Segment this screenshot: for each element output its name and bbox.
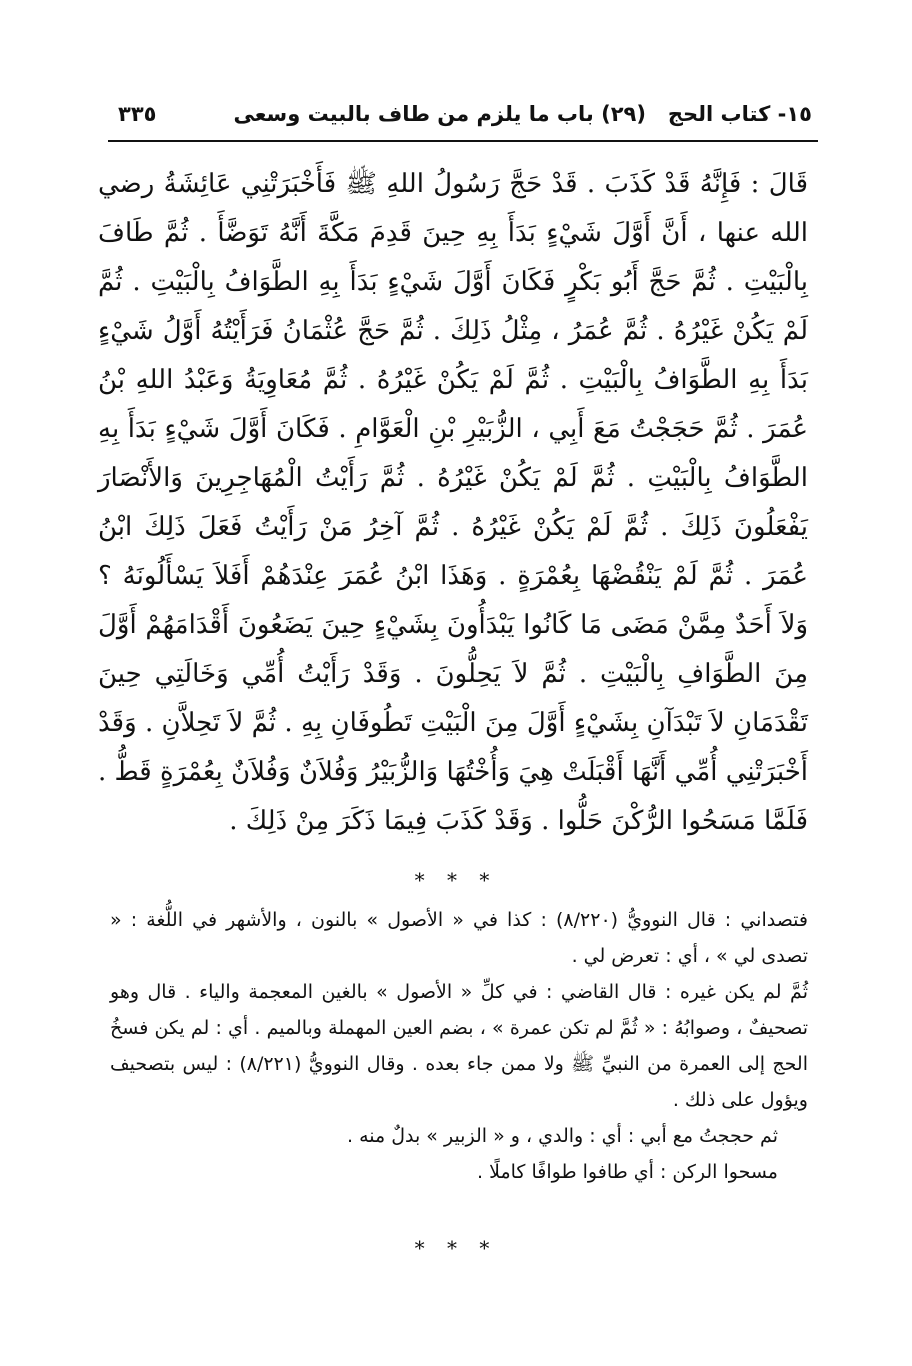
page-number: ٣٣٥ — [118, 102, 157, 126]
header-rule — [108, 140, 818, 142]
separator-stars: * * * — [414, 868, 498, 892]
note-4: مسحوا الركن : أي طافوا طوافًا كاملًا . — [477, 1161, 778, 1183]
hadith-text — [98, 160, 808, 846]
main-paragraph: قَالَ : فَإِنَّهُ قَدْ كَذَبَ . قَدْ حَجَّ رَسُولُ اللهِ ﷺ فَأَخْبَرَتْنِي عَائِشَةُ رضي الله عنها ، أَنَّ أَوَّلَ شَيْءٍ بَدَأَ بِهِ حِينَ قَدِمَ مَكَّةَ أَنَّهُ تَوَضَّأَ . ثُمَّ طَافَ بِالْبَيْتِ . ثُمَّ حَجَّ أَبُو بَكْرٍ فَكَانَ أَوَّلَ شَيْءٍ بَدَأَ بِهِ الطَّوَافُ بِالْبَيْتِ . ثُمَّ لَمْ يَكُنْ غَيْرُهُ . ثُمَّ عُمَرُ ، مِثْلُ ذَلِكَ . ثُمَّ حَجَّ عُثْمَانُ فَرَأَيْتُهُ أَوَّلُ شَيْءٍ بَدَأَ بِهِ الطَّوَافُ بِالْبَيْتِ . ثُمَّ لَمْ يَكُنْ غَيْرُهُ . ثُمَّ مُعَاوِيَةُ وَعَبْدُ اللهِ بْنُ عُمَرَ . ثُمَّ حَجَجْتُ مَعَ أَبِي ، الزُّبَيْرِ بْنِ الْعَوَّامِ . فَكَانَ أَوَّلَ شَيْءٍ بَدَأَ بِهِ الطَّوَافُ بِالْبَيْتِ . ثُمَّ لَمْ يَكُنْ غَيْرُهُ . ثُمَّ رَأَيْتُ الْمُهَاجِرِينَ وَالأَنْصَارَ يَفْعَلُونَ ذَلِكَ . ثُمَّ لَمْ يَكُنْ غَيْرُهُ . ثُمَّ آخِرُ مَنْ رَأَيْتُ فَعَلَ ذَلِكَ ابْنُ عُمَرَ . ثُمَّ لَمْ يَنْقُضْهَا بِعُمْرَةٍ . وَهَذَا ابْنُ عُمَرَ عِنْدَهُمْ أَفَلاَ يَسْأَلُونَهُ ؟ وَلاَ أَحَدٌ مِمَّنْ مَضَى مَا كَانُوا يَبْدَأُونَ بِشَيْءٍ حِينَ يَضَعُونَ أَقْدَامَهُمْ أَوَّلَ مِنَ الطَّوَافِ بِالْبَيْتِ . ثُمَّ لاَ يَحِلُّونَ . وَقَدْ رَأَيْتُ أُمِّي وَخَالَتِي حِينَ تَقْدَمَانِ لاَ تَبْدَآنِ بِشَيْءٍ أَوَّلَ مِنَ الْبَيْتِ تَطُوفَانِ بِهِ . ثُمَّ لاَ تَحِلاَّنِ . وَقَدْ أَخْبَرَتْنِي أُمِّي أَنَّهَا أَقْبَلَتْ هِيَ وَأُخْتُهَا وَالزُّبَيْرُ وَفُلاَنٌ وَفُلاَنٌ بِعُمْرَةٍ قَطُّ . فَلَمَّا مَسَحُوا الرُّكْنَ حَلُّوا . وَقَدْ كَذَبَ فِيمَا ذَكَرَ مِنْ ذَلِكَ . — [98, 169, 808, 836]
header-title — [233, 102, 812, 126]
section-title: (٢٩) باب ما يلزم من طاف بالبيت وسعى — [233, 102, 646, 126]
note-1: فتصداني : قال النوويُّ (٨/٢٢٠) : كذا في « الأصول » بالنون ، والأشهر في اللُّغة : « تصدى لي » ، أي : تعرض لي . — [110, 909, 808, 967]
separator-stars-bottom: * * * — [414, 1236, 498, 1260]
note-3: ثم حججتُ مع أبي : أي : والدي ، و « الزبير » بدلٌ منه . — [346, 1125, 778, 1147]
commentary-notes — [110, 902, 808, 1190]
note-2: ثُمَّ لم يكن غيره : قال القاضي : في كلِّ « الأصول » بالغين المعجمة والياء . قال وهو تصحيفٌ ، وصوابُهُ : « ثُمَّ لم تكن عمرة » ، بضم العين المهملة وبالميم . أي : لم يكن فسخُ الحج إلى العمرة من النبيِّ ﷺ ولا ممن جاء بعده . وقال النوويُّ (٨/٢٢١) : ليس بتصحيف ويؤول على ذلك . — [110, 981, 808, 1111]
running-header — [118, 96, 812, 142]
chapter-title: ١٥- كتاب الحج — [667, 102, 812, 126]
